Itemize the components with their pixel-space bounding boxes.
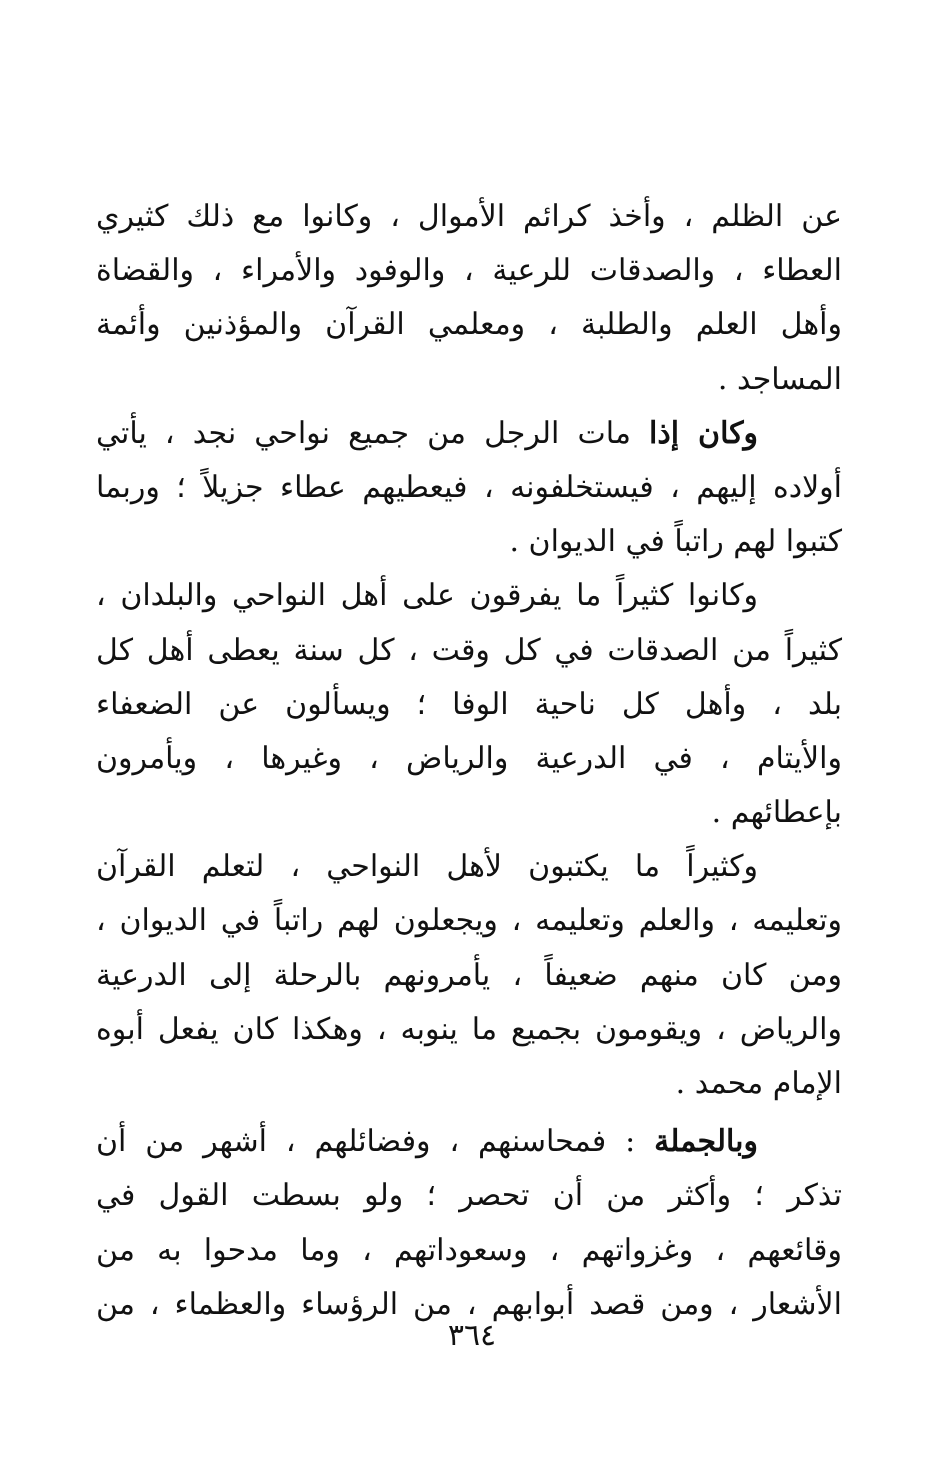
text-line: عن الظلم ، وأخذ كرائم الأموال ، وكانوا مع ذلك كثيري (96, 199, 842, 234)
text-line: الإمام محمد . (675, 1066, 842, 1101)
text-line: المساجد . (717, 361, 842, 397)
page-number: ٣٦٤ (447, 1318, 497, 1353)
text-line: ومن كان منهم ضعيفاً ، يأمرونهم بالرحلة إلى الدرعية (96, 957, 842, 993)
body-text (96, 190, 842, 1332)
text-line: كثيراً من الصدقات في كل وقت ، كل سنة يعطى أهل كل (96, 632, 842, 668)
text-line: الأشعار ، ومن قصد أبوابهم ، من الرؤساء والعظماء ، من (96, 1286, 842, 1322)
text-line: وكثيراً ما يكتبون لأهل النواحي ، لتعلم القرآن (96, 849, 758, 885)
bold-lead-phrase: وبالجملة (654, 1124, 758, 1160)
text-line: كتبوا لهم راتباً في الديوان . (509, 524, 842, 560)
text-line-remainder: : فمحاسنهم ، وفضائلهم ، أشهر من أن (96, 1124, 655, 1160)
text-line (96, 407, 842, 461)
text-line: أولاده إليهم ، فيستخلفونه ، فيعطيهم عطاء جزيلاً ؛ وربما (96, 469, 842, 505)
text-line-remainder: مات الرجل من جميع نواحي نجد ، يأتي (96, 415, 650, 451)
text-line: بإعطائهم . (711, 795, 842, 831)
text-line (96, 1115, 842, 1169)
text-line: وأهل العلم والطلبة ، ومعلمي القرآن والمؤذنين وأئمة (96, 307, 842, 343)
bold-lead-phrase: وكان إذا (649, 415, 758, 451)
text-line: والرياض ، ويقومون بجميع ما ينوبه ، وهكذا كان يفعل أبوه (96, 1011, 842, 1047)
text-line: وكانوا كثيراً ما يفرقون على أهل النواحي والبلدان ، (96, 578, 758, 614)
text-line: وتعليمه ، والعلم وتعليمه ، ويجعلون لهم راتباً في الديوان ، (96, 903, 842, 939)
text-line: العطاء ، والصدقات للرعية ، والوفود والأمراء ، والقضاة (96, 253, 842, 289)
text-line: تذكر ؛ وأكثر من أن تحصر ؛ ولو بسطت القول في (96, 1178, 842, 1214)
text-line: وقائعهم ، وغزواتهم ، وسعوداتهم ، وما مدحوا به من (96, 1232, 842, 1268)
text-line: بلد ، وأهل كل ناحية الوفا ؛ ويسألون عن الضعفاء (96, 686, 842, 722)
text-line: والأيتام ، في الدرعية والرياض ، وغيرها ، ويأمرون (96, 740, 842, 776)
